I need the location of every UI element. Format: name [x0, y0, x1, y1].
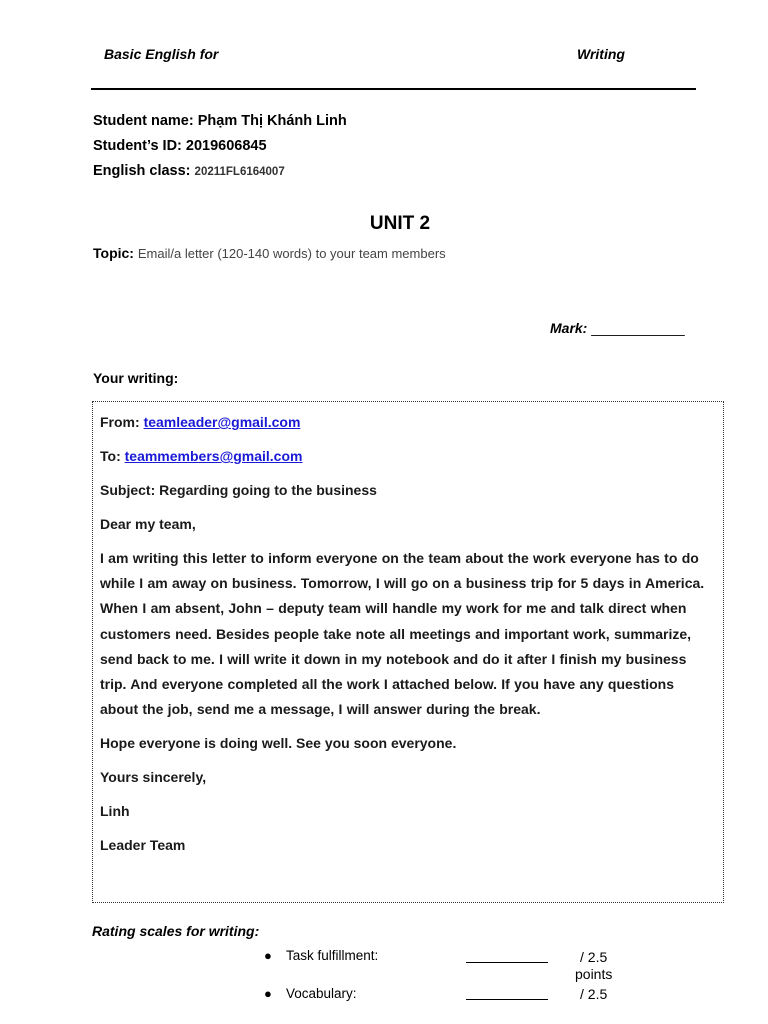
rating-item-label: Vocabulary: [286, 986, 357, 1001]
letter-subject: Subject: Regarding going to the business [100, 482, 377, 498]
topic-label: Topic: [93, 245, 134, 261]
student-name-label: Student name: [93, 113, 194, 129]
rating-item-unit: points [575, 966, 613, 982]
letter-from-email-link[interactable]: teamleader@gmail.com [143, 414, 301, 430]
student-id-label: Student’s ID: [93, 138, 182, 154]
header-divider [91, 88, 696, 90]
student-name-value: Phạm Thị Khánh Linh [197, 113, 347, 129]
letter-to-line [100, 444, 716, 469]
bullet-icon: ● [264, 948, 272, 963]
letter-to-label: To: [100, 448, 121, 464]
mark-label: Mark: [550, 320, 588, 336]
topic-line [93, 245, 446, 261]
rating-blank-line [466, 962, 548, 963]
unit-title: UNIT 2 [369, 213, 431, 234]
letter-from-line [100, 410, 716, 435]
your-writing-label: Your writing: [93, 370, 179, 386]
letter-content [100, 410, 716, 867]
rating-blank-line [466, 999, 548, 1000]
rating-item-vocabulary [264, 986, 357, 1001]
bullet-icon: ● [264, 986, 272, 1001]
topic-value: Email/a letter (120-140 words) to your team members [137, 246, 446, 261]
student-name-line [93, 113, 347, 129]
letter-signer-name: Linh [100, 803, 130, 820]
english-class-label: English class: [93, 163, 191, 179]
rating-item-score: / 2.5 [580, 986, 608, 1002]
mark-blank: ____________ [591, 320, 685, 336]
header-right-title: Writing [577, 46, 625, 62]
writing-box [92, 401, 724, 903]
letter-closing-line: Hope everyone is doing well. See you soon everyone. [100, 735, 457, 752]
rating-item-score: / 2.5 [580, 949, 608, 965]
english-class-line [93, 163, 285, 179]
letter-sign-off: Yours sincerely, [100, 769, 207, 786]
letter-from-label: From: [100, 414, 140, 430]
rating-item-task-fulfillment [264, 948, 378, 963]
mark-line [550, 320, 685, 336]
student-id-line [93, 138, 267, 154]
english-class-value: 20211FL6164007 [194, 166, 285, 178]
rating-title: Rating scales for writing: [92, 923, 260, 939]
letter-greeting: Dear my team, [100, 516, 196, 532]
letter-signer-title: Leader Team [100, 837, 186, 854]
letter-body: I am writing this letter to inform everyone on the team about the work everyone has to do while I am away on business. Tomorrow, I will go on a business trip for 5 days in America. When I am absent, John – deputy team will handle my work for me and talk direct when customers need. Besides people take note all meetings and important work, summarize, send back to me. I will write it down in my notebook and do it after I finish my business trip. And everyone completed all the work I attached below. If you have any questions about the job, send me a message, I will answer during the break. [100, 550, 705, 718]
letter-to-email-link[interactable]: teammembers@gmail.com [124, 448, 303, 464]
student-id-value: 2019606845 [185, 138, 267, 154]
header-left-title: Basic English for [104, 46, 219, 62]
rating-item-label: Task fulfillment: [286, 948, 379, 963]
